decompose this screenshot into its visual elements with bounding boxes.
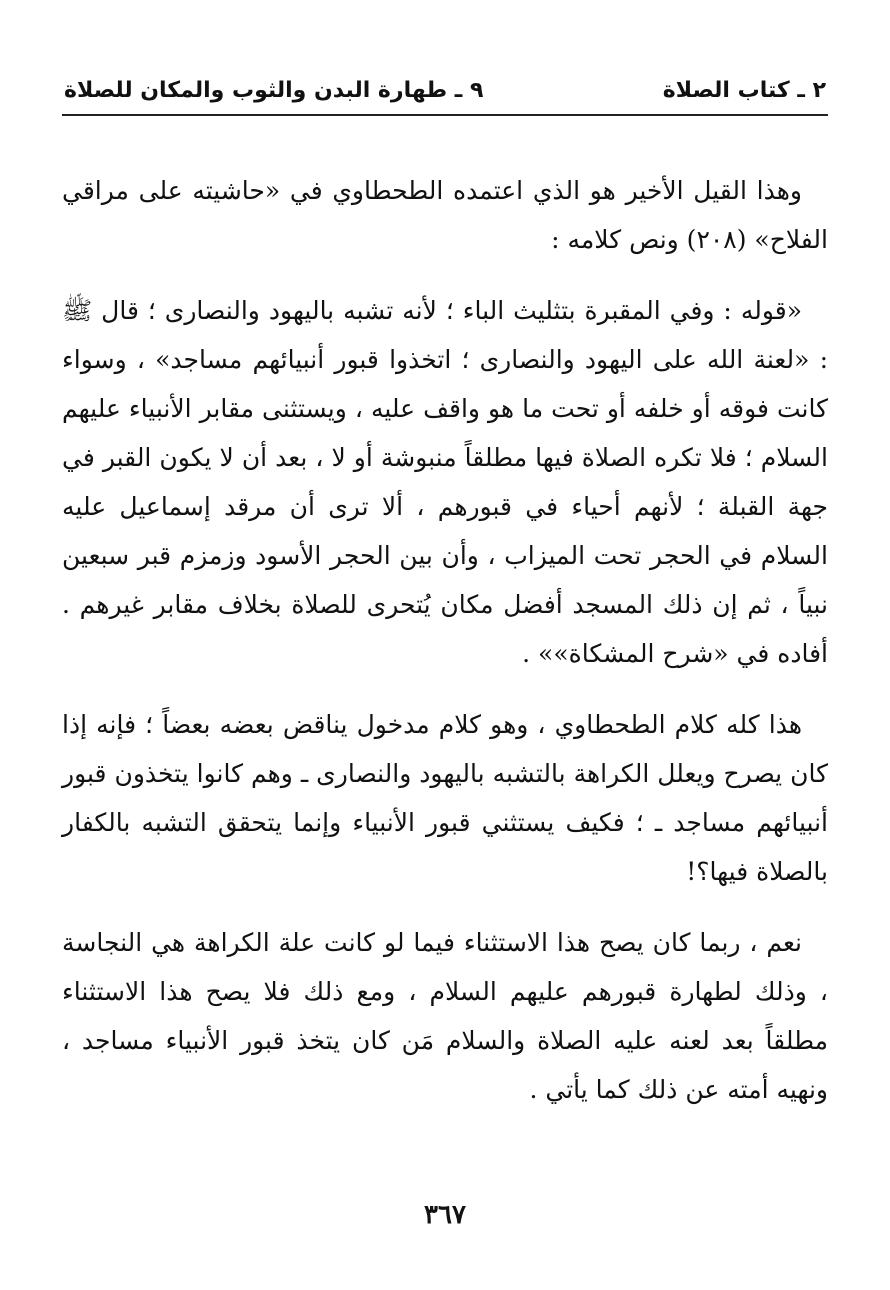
header-divider [62, 114, 828, 116]
page-number: ٣٦٧ [424, 1200, 466, 1230]
header-section-title: ٩ ـ طهارة البدن والثوب والمكان للصلاة [64, 77, 484, 103]
paragraph-quotation: «قوله : وفي المقبرة بتثليث الباء ؛ لأنه تشبه باليهود والنصارى ؛ قال ﷺ : «لعنة الله على اليهود والنصارى ؛ اتخذوا قبور أنبيائهم مساجد» ، وسواء كانت فوقه أو خلفه أو تحت ما هو واقف عليه ، ويستثنى مقابر الأنبياء عليهم السلام ؛ فلا تكره الصلاة فيها مطلقاً منبوشة أو لا ، بعد أن لا يكون القبر في جهة القبلة ؛ لأنهم أحياء في قبورهم ، ألا ترى أن مرقد إسماعيل عليه السلام في الحجر تحت الميزاب ، وأن بين الحجر الأسود وزمزم قبر سبعين نبياً ، ثم إن ذلك المسجد أفضل مكان يُتحرى للصلاة بخلاف مقابر غيرهم . أفاده في «شرح المشكاة»» . [62, 296, 828, 668]
running-header [64, 72, 826, 108]
main-text [62, 166, 828, 1136]
header-chapter-title: ٢ ـ كتاب الصلاة [662, 77, 826, 103]
paragraph-critique: هذا كله كلام الطحطاوي ، وهو كلام مدخول يناقض بعضه بعضاً ؛ فإنه إذا كان يصرح ويعلل الكراهة بالتشبه باليهود والنصارى ـ وهم كانوا يتخذون قبور أنبيائهم مساجد ـ ؛ فكيف يستثني قبور الأنبياء وإنما يتحقق التشبه بالكفار بالصلاة فيها؟! [62, 710, 828, 886]
paragraph-conclusion: نعم ، ربما كان يصح هذا الاستثناء فيما لو كانت علة الكراهة هي النجاسة ، وذلك لطهارة قبورهم عليهم السلام ، ومع ذلك فلا يصح هذا الاستثناء مطلقاً بعد لعنه عليه الصلاة والسلام مَن كان يتخذ قبور الأنبياء مساجد ، ونهيه أمته عن ذلك كما يأتي . [62, 928, 828, 1104]
paragraph-intro: وهذا القيل الأخير هو الذي اعتمده الطحطاوي في «حاشيته على مراقي الفلاح» (٢٠٨) ونص كلامه : [62, 176, 828, 254]
